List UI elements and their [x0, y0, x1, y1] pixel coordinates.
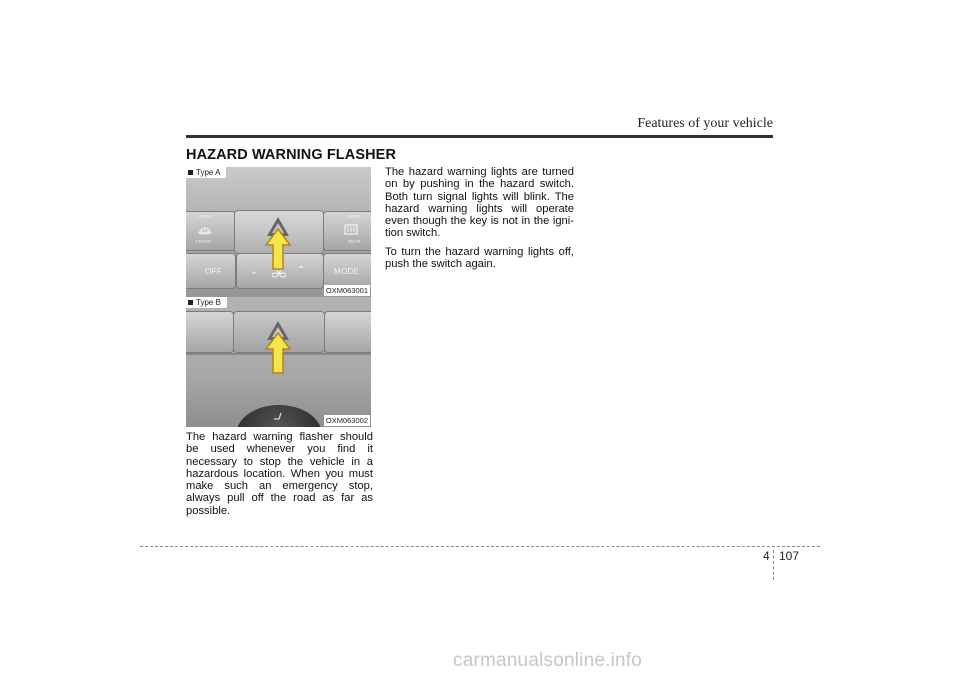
chapter-number: 4	[763, 549, 770, 563]
rear-sub-label: REAR	[348, 239, 361, 244]
figure-a-id: OXM063001	[325, 286, 368, 295]
watermark: carmanualsonline.info	[453, 650, 643, 671]
left-paragraph: The hazard warning flasher should be used whenever you find it necessary to stop the vehicle in a hazardous location. When you must make such an emergency stop, always pull off the road as far as possible.	[186, 431, 373, 517]
header-rule	[186, 135, 773, 138]
figure-b-id: OXM063002	[325, 416, 368, 425]
rear-left-label: REAR	[199, 214, 212, 219]
section-title: HAZARD WARNING FLASHER	[186, 147, 397, 163]
page-number: 107	[779, 549, 800, 563]
front-label: FRONT	[196, 239, 212, 244]
rear-right-label: REAR	[348, 214, 361, 219]
chevron-down-icon: ⌄	[250, 266, 259, 277]
off-label: OFF	[205, 267, 222, 276]
figure-type-b	[186, 297, 371, 427]
type-b-tag	[186, 297, 227, 308]
square-bullet-icon-b	[188, 300, 193, 305]
running-header: Features of your vehicle	[637, 116, 773, 131]
arrow-up-icon-b	[264, 331, 292, 375]
right-button-b	[324, 311, 371, 353]
rear-defrost-icon	[344, 224, 358, 237]
left-button-b	[186, 311, 234, 353]
footer-rule	[140, 546, 820, 547]
square-bullet-icon	[188, 170, 193, 175]
type-b-label: Type B	[196, 298, 221, 307]
front-defrost-icon	[197, 223, 213, 237]
footer-vertical-rule	[773, 550, 774, 580]
mode-label: MODE	[334, 267, 360, 276]
chevron-up-icon: ⌃	[297, 265, 306, 276]
figure-type-a	[186, 167, 371, 297]
arrow-up-icon	[264, 227, 292, 271]
seat-icon	[272, 411, 284, 421]
right-paragraph-1: The hazard warning lights are turned on by pushing in the hazard switch. Both turn signal lights will blink. The hazard warning lights will operate even though the key is not in the igni-tion switch.	[385, 166, 574, 240]
type-a-label: Type A	[196, 168, 221, 177]
type-a-tag	[186, 167, 226, 178]
right-column	[385, 166, 574, 276]
right-paragraph-2: To turn the hazard warning lights off, push the switch again.	[385, 245, 574, 271]
